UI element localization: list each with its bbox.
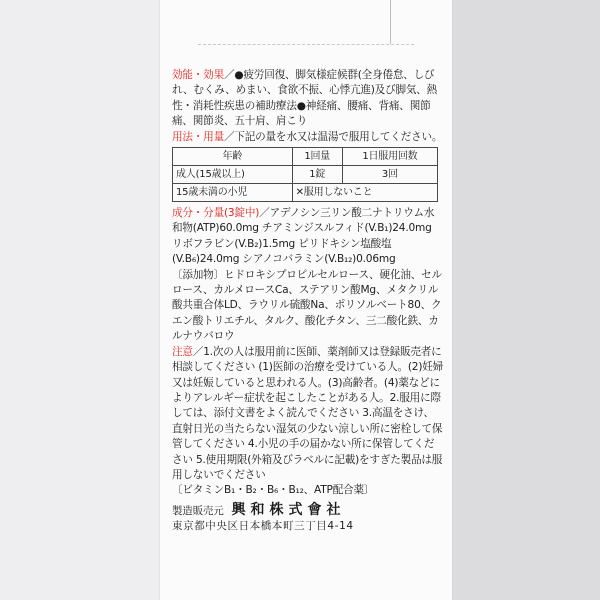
efficacy-section [172,68,444,130]
ingredients-per-dose: (3錠中) [223,207,260,220]
label-text-block [172,68,444,535]
dose-table-header-row [173,148,438,166]
ingredients-section [172,206,444,268]
maker-address: 東京都中央区日本橋本町三丁目4-14 [172,520,354,533]
cautions-heading: 注意 [172,345,193,358]
usage-text: ／下記の量を水又は温湯で服用してください。 [223,130,443,143]
efficacy-text: ／●疲労回復、脚気様症候群(全身倦怠、しびれ、むくみ、めまい、食欲不振、心悸亢進)及び脚気、熱性・消耗性疾患の補助療法●神経痛、腰痛、背痛、関節痛、関節炎、五十肩、肩こり [172,69,438,128]
dose-cell-amount: 1錠 [292,166,342,184]
ingredients-text: ／アデノシン三リン酸二ナトリウム水和物(ATP)60.0mg チアミンジスルフィド(V.B₁)24.0mg リボフラビン(V.B₂)1.5mg ピリドキシン塩酸塩(V.B₆)24.0mg シアノコバラミン(V.B₁₂)0.06mg [172,207,435,266]
additives-text: 〔添加物〕ヒドロキシプロピルセルロース、硬化油、セルロース、カルメロースCa、ステアリン酸Mg、メタクリル酸共重合体LD、ラウリル硫酸Na、ポリソルベート80、クエン酸トリエチル、タルク、酸化チタン、三二酸化鉄、カルナウバロウ [172,268,442,343]
label-panel [160,0,452,600]
dose-header-times: 1日服用回数 [342,148,437,166]
maker-name: 興和株式會社 [231,501,346,518]
dose-cell-not-for-children: ✕服用しないこと [292,184,437,202]
box-left-side [0,0,160,600]
usage-heading: 用法・用量 [172,130,224,143]
flap-edge-line [390,0,391,44]
maker-label: 製造販売元 [172,504,224,517]
dose-header-age: 年齢 [173,148,293,166]
box-top-flap [160,0,452,48]
dose-cell-age: 15歳未満の小児 [173,184,293,202]
perforation-line [198,44,414,45]
dose-cell-times: 3回 [342,166,437,184]
ingredients-heading: 成分・分量 [172,207,224,220]
dose-table-row [173,184,438,202]
formula-note: 〔ビタミンB₁・B₂・B₆・B₁₂、ATP配合薬〕 [172,484,375,497]
dose-header-amount: 1回量 [292,148,342,166]
cautions-text: ／1.次の人は服用前に医師、薬剤師又は登録販売者に相談してください (1)医師の治療を受けている人。(2)妊婦又は妊娠していると思われる人。(3)高齢者。(4)薬などによりアレルギー症状を起こしたことがある人。2.服用に際しては、添付文書をよく読んでください 3.高温をさけ、直射日光の当たらない湿気の少ない涼しい所に密栓して保管してください 4.小児の手の届かない所に保管してください 5.使用期限(外箱及びラベルに記載)をすぎた製品は服用しないでください [172,345,444,481]
additives-section [172,268,444,345]
efficacy-heading: 効能・効果 [172,69,224,81]
cautions-section [172,345,444,484]
box-right-side [452,0,600,600]
usage-section [172,130,444,145]
dose-table-row [173,166,438,184]
dose-table [172,147,438,202]
dose-cell-age: 成人(15歳以上) [173,166,293,184]
maker-line [172,503,444,519]
